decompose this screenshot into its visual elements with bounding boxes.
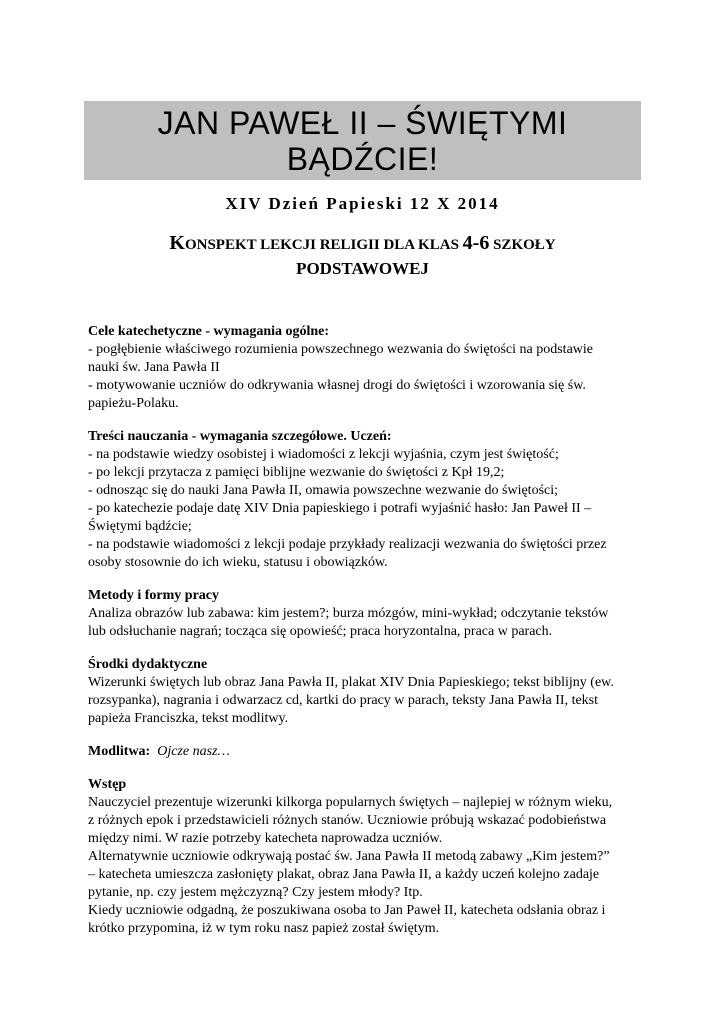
konspekt-line-1 xyxy=(0,231,725,257)
text-line: lub odsłuchanie nagrań; tocząca się opowieść; praca horyzontalna, praca w parach. xyxy=(88,624,553,639)
text-line: Alternatywnie uczniowie odkrywają postać św. Jana Pawła II metodą zabawy „Kim jestem?” xyxy=(88,849,610,864)
section-wstep xyxy=(88,776,642,938)
text-line: Analiza obrazów lub zabawa: kim jestem?; burza mózgów, mini-wykład; odczytanie tekstów xyxy=(88,606,609,621)
text-line: - na podstawie wiedzy osobistej i wiadomości z lekcji wyjaśnia, czym jest świętość; xyxy=(88,447,559,462)
konspekt-line-1-end: SZKOŁY xyxy=(489,237,556,253)
section-heading: Środki dydaktyczne xyxy=(88,657,208,672)
document-body xyxy=(88,323,642,953)
text-line: - na podstawie wiadomości z lekcji podaje przykłady realizacji wezwania do świętości przez xyxy=(88,537,607,552)
text-line: – katecheta umieszcza zasłonięty plakat, obraz Jana Pawła II, a każdy uczeń kolejno zadaje xyxy=(88,867,600,882)
text-line: pytanie, np. czy jestem mężczyzną? Czy jestem młody? Itp. xyxy=(88,885,423,900)
text-line: - pogłębienie właściwego rozumienia powszechnego wezwania do świętości na podstawie xyxy=(88,342,593,357)
text-line: - po katechezie podaje datę XIV Dnia papieskiego i potrafi wyjaśnić hasło: Jan Paweł II – xyxy=(88,501,592,516)
text-line: krótko przypomina, iż w tym roku nasz papież został świętym. xyxy=(88,921,440,936)
text-line: papieża Franciszka, tekst modlitwy. xyxy=(88,711,289,726)
konspekt-grades: 4-6 xyxy=(462,232,490,254)
text-line: papieżu-Polaku. xyxy=(88,396,179,411)
section-tresci xyxy=(88,428,642,572)
subtitle: XIV Dzień Papieski 12 X 2014 xyxy=(225,194,500,213)
text-line: nauki św. Jana Pawła II xyxy=(88,360,220,375)
section-metody xyxy=(88,587,642,641)
title-banner xyxy=(84,101,641,180)
section-heading: Cele katechetyczne - wymagania ogólne: xyxy=(88,324,330,339)
konspekt-line-2: PODSTAWOWEJ xyxy=(296,259,429,278)
section-srodki xyxy=(88,656,642,728)
text-line: - motywowanie uczniów do odkrywania własnej drogi do świętości i wzorowania się św. xyxy=(88,378,586,393)
title-line-2: BĄDŹCIE! xyxy=(286,140,439,177)
section-cele xyxy=(88,323,642,413)
modlitwa-label: Modlitwa: xyxy=(88,744,151,759)
section-heading: Treści nauczania - wymagania szczegółowe. Uczeń: xyxy=(88,429,392,444)
text-line: osoby stosownie do ich wieku, statusu i obowiązków. xyxy=(88,555,388,570)
section-modlitwa xyxy=(88,743,642,761)
konspekt-line-1-rest: ONSPEKT LEKCJI RELIGII DLA KLAS xyxy=(184,237,463,253)
text-line: Nauczyciel prezentuje wizerunki kilkorga popularnych świętych – najlepiej w różnym wieku, xyxy=(88,795,613,810)
text-line: - po lekcji przytacza z pamięci biblijne wezwanie do świętości z Kpł 19,2; xyxy=(88,465,505,480)
section-heading: Wstęp xyxy=(88,777,127,792)
text-line: Świętymi bądźcie; xyxy=(88,519,192,534)
text-line: rozsypanka), nagrania i odwarzacz cd, kartki do pracy w parach, teksty Jana Pawła II, tekst xyxy=(88,693,599,708)
text-line: Wizerunki świętych lub obraz Jana Pawła II, plakat XIV Dnia Papieskiego; tekst biblijny (ew. xyxy=(88,675,614,690)
konspekt-first-letter: K xyxy=(169,232,185,254)
text-line: - odnosząc się do nauki Jana Pawła II, omawia powszechne wezwanie do świętości; xyxy=(88,483,559,498)
modlitwa-value: Ojcze nasz… xyxy=(157,744,230,759)
text-line: między nimi. W razie potrzeby katecheta naprowadza uczniów. xyxy=(88,831,443,846)
section-heading: Metody i formy pracy xyxy=(88,588,220,603)
text-line: Kiedy uczniowie odgadną, że poszukiwana osoba to Jan Paweł II, katecheta odsłania obraz i xyxy=(88,903,606,918)
konspekt-heading xyxy=(0,231,725,281)
text-line: z różnych epok i przedstawicieli różnych stanów. Uczniowie próbują wskazać podobieństwa xyxy=(88,813,607,828)
title-line-1: JAN PAWEŁ II – ŚWIĘTYMI xyxy=(157,104,568,141)
